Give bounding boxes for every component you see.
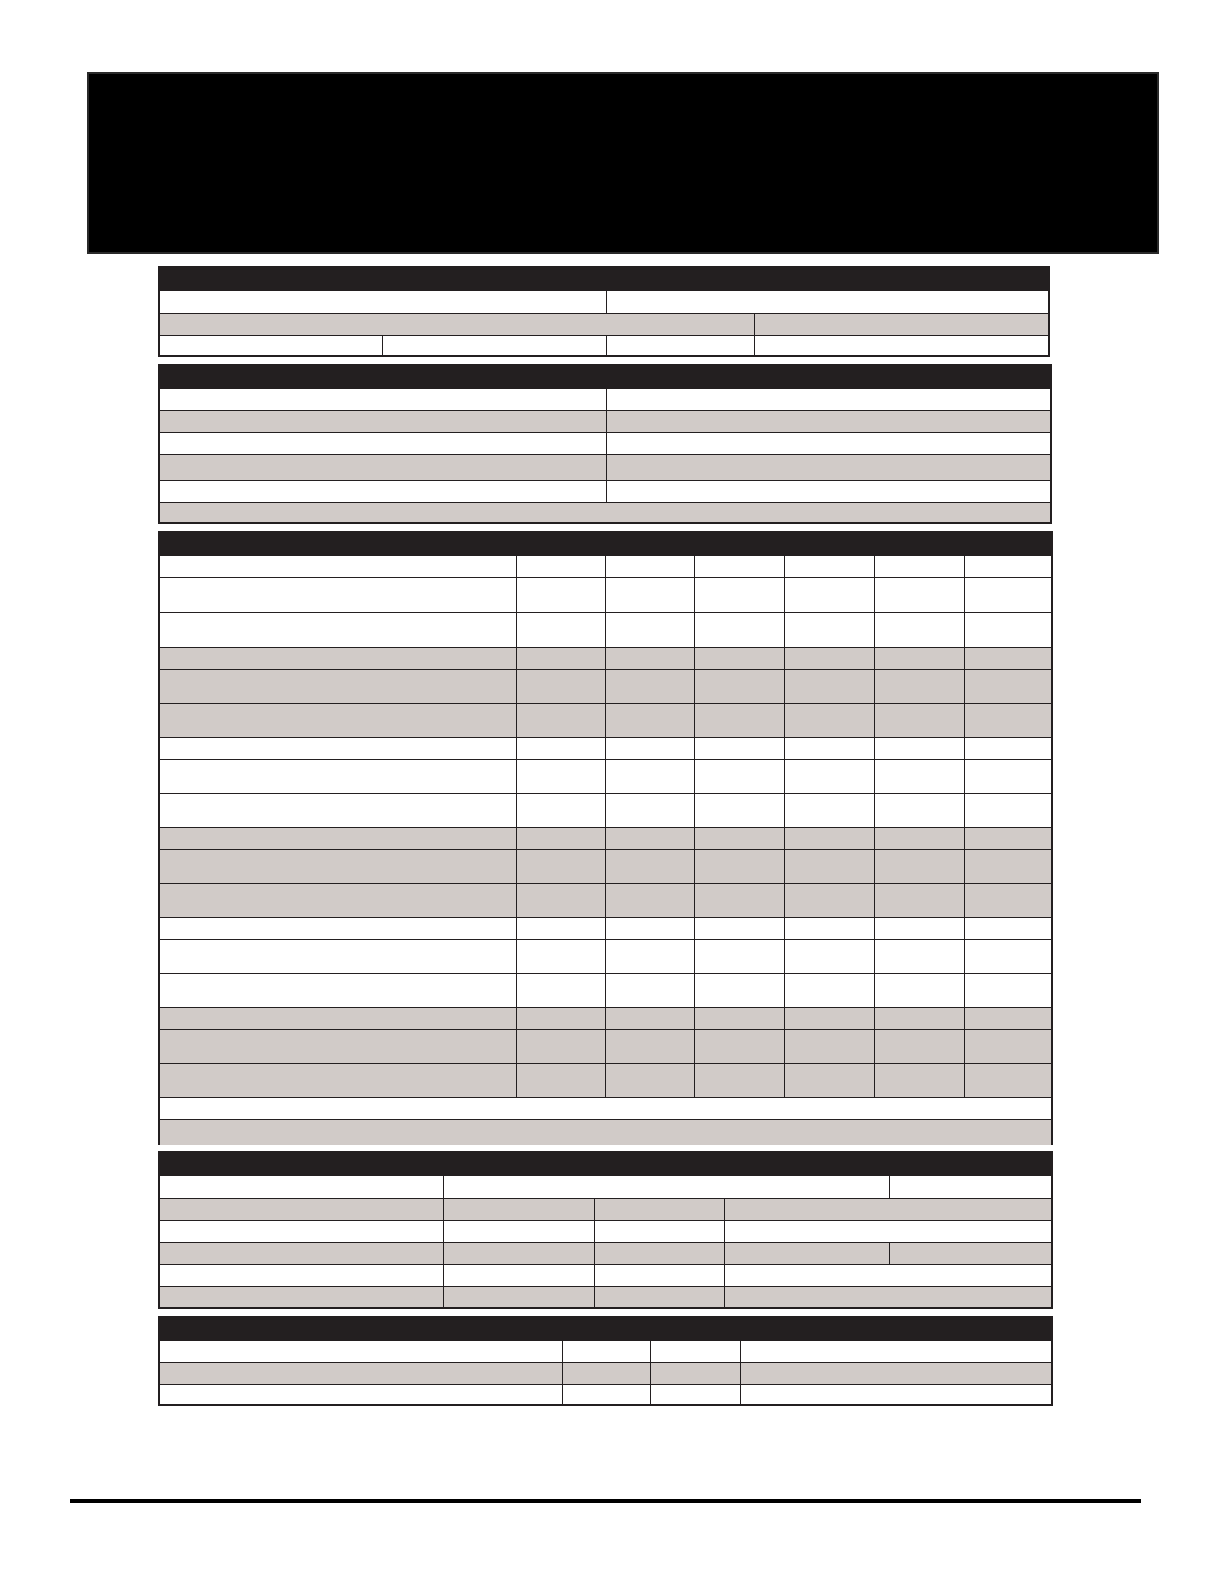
section-4-row-3 xyxy=(160,1220,1051,1242)
grid-row xyxy=(160,1007,1051,1029)
grid-divider xyxy=(784,1008,785,1030)
grid-row xyxy=(160,759,1051,793)
grid-divider xyxy=(605,828,606,850)
grid-divider xyxy=(874,760,875,794)
grid-divider xyxy=(694,648,695,670)
grid-divider xyxy=(694,738,695,760)
section-1-row-3 xyxy=(160,335,1048,355)
grid-divider xyxy=(516,556,517,578)
grid-divider xyxy=(516,613,517,648)
grid-divider xyxy=(964,760,965,794)
section-2 xyxy=(158,364,1052,524)
grid-divider xyxy=(605,940,606,974)
section-1-row-1 xyxy=(160,290,1048,313)
grid-divider xyxy=(964,918,965,940)
grid-row xyxy=(160,555,1051,577)
grid-divider xyxy=(784,648,785,670)
grid-divider xyxy=(516,578,517,613)
section-2-row-3 xyxy=(160,432,1050,454)
section-2-row-5 xyxy=(160,480,1050,502)
grid-divider xyxy=(605,974,606,1008)
grid-divider xyxy=(784,974,785,1008)
grid-divider xyxy=(605,556,606,578)
grid-divider xyxy=(874,648,875,670)
grid-divider xyxy=(694,884,695,918)
grid-divider xyxy=(605,648,606,670)
grid-divider xyxy=(516,918,517,940)
grid-divider xyxy=(964,850,965,884)
section-2-row-6 xyxy=(160,502,1050,522)
title-banner xyxy=(87,72,1159,254)
grid-divider xyxy=(964,794,965,828)
grid-divider xyxy=(694,760,695,794)
section-5-row-3 xyxy=(160,1384,1051,1404)
grid-divider xyxy=(605,613,606,648)
grid-divider xyxy=(784,1064,785,1098)
grid-divider xyxy=(874,974,875,1008)
grid-divider xyxy=(784,884,785,918)
grid-divider xyxy=(874,918,875,940)
grid-divider xyxy=(516,828,517,850)
grid-divider xyxy=(874,738,875,760)
grid-row xyxy=(160,849,1051,883)
grid-row xyxy=(160,577,1051,612)
grid-divider xyxy=(874,704,875,738)
grid-divider xyxy=(964,556,965,578)
section-4-row-1 xyxy=(160,1175,1051,1198)
grid-divider xyxy=(516,704,517,738)
grid-divider xyxy=(605,578,606,613)
grid-divider xyxy=(605,1030,606,1064)
section-1-header xyxy=(160,268,1048,290)
grid-row xyxy=(160,669,1051,703)
grid-divider xyxy=(516,794,517,828)
grid-divider xyxy=(694,828,695,850)
grid-divider xyxy=(874,1030,875,1064)
grid-divider xyxy=(784,613,785,648)
grid-divider xyxy=(964,1008,965,1030)
grid-divider xyxy=(694,940,695,974)
grid-row xyxy=(160,793,1051,827)
grid-divider xyxy=(784,704,785,738)
grid-row xyxy=(160,827,1051,849)
section-5-row-2 xyxy=(160,1362,1051,1384)
grid-divider xyxy=(964,738,965,760)
grid-divider xyxy=(516,670,517,704)
grid-row xyxy=(160,973,1051,1007)
grid-divider xyxy=(605,918,606,940)
grid-divider xyxy=(694,578,695,613)
grid-divider xyxy=(874,1008,875,1030)
grid-divider xyxy=(874,850,875,884)
grid-divider xyxy=(605,1008,606,1030)
grid-divider xyxy=(694,556,695,578)
grid-divider xyxy=(694,613,695,648)
section-3-header xyxy=(160,533,1051,555)
grid-divider xyxy=(694,794,695,828)
grid-divider xyxy=(516,884,517,918)
grid-divider xyxy=(964,704,965,738)
grid-divider xyxy=(964,974,965,1008)
grid-row xyxy=(160,1119,1051,1145)
grid-divider xyxy=(605,1064,606,1098)
section-3 xyxy=(158,531,1053,1145)
grid-divider xyxy=(964,670,965,704)
grid-divider xyxy=(605,670,606,704)
section-3-grid xyxy=(160,555,1051,1143)
grid-row xyxy=(160,1029,1051,1063)
section-5 xyxy=(158,1316,1053,1406)
section-4-header xyxy=(160,1153,1051,1175)
grid-divider xyxy=(516,738,517,760)
grid-row xyxy=(160,703,1051,737)
grid-divider xyxy=(784,850,785,884)
section-4-row-6 xyxy=(160,1286,1051,1307)
grid-divider xyxy=(874,794,875,828)
grid-row xyxy=(160,612,1051,647)
grid-divider xyxy=(516,1030,517,1064)
grid-divider xyxy=(605,738,606,760)
grid-divider xyxy=(694,918,695,940)
grid-divider xyxy=(784,738,785,760)
grid-divider xyxy=(784,1030,785,1064)
section-2-row-4 xyxy=(160,454,1050,480)
grid-divider xyxy=(874,1064,875,1098)
grid-divider xyxy=(516,1008,517,1030)
grid-row xyxy=(160,1063,1051,1097)
grid-divider xyxy=(605,704,606,738)
grid-divider xyxy=(784,556,785,578)
grid-divider xyxy=(784,578,785,613)
section-4-row-5 xyxy=(160,1264,1051,1286)
section-1 xyxy=(158,266,1050,357)
grid-divider xyxy=(694,1008,695,1030)
section-1-row-2 xyxy=(160,313,1048,335)
section-5-row-1 xyxy=(160,1340,1051,1362)
section-2-header xyxy=(160,366,1050,388)
grid-divider xyxy=(964,828,965,850)
grid-divider xyxy=(784,760,785,794)
grid-divider xyxy=(874,884,875,918)
grid-divider xyxy=(964,1064,965,1098)
grid-divider xyxy=(694,850,695,884)
grid-row xyxy=(160,1097,1051,1119)
section-2-row-2 xyxy=(160,410,1050,432)
grid-divider xyxy=(784,828,785,850)
footer-rule xyxy=(70,1499,1141,1503)
grid-divider xyxy=(516,850,517,884)
section-4 xyxy=(158,1151,1053,1309)
grid-divider xyxy=(516,648,517,670)
grid-divider xyxy=(964,648,965,670)
grid-divider xyxy=(874,940,875,974)
grid-divider xyxy=(694,1064,695,1098)
grid-divider xyxy=(784,670,785,704)
grid-row xyxy=(160,737,1051,759)
section-4-row-4 xyxy=(160,1242,1051,1264)
grid-divider xyxy=(874,670,875,704)
grid-divider xyxy=(605,850,606,884)
grid-row xyxy=(160,647,1051,669)
grid-divider xyxy=(874,613,875,648)
grid-divider xyxy=(516,974,517,1008)
grid-divider xyxy=(874,828,875,850)
grid-divider xyxy=(694,974,695,1008)
grid-divider xyxy=(516,940,517,974)
grid-divider xyxy=(964,578,965,613)
grid-divider xyxy=(516,760,517,794)
section-2-row-1 xyxy=(160,388,1050,410)
grid-divider xyxy=(964,884,965,918)
grid-divider xyxy=(694,670,695,704)
grid-divider xyxy=(784,918,785,940)
grid-divider xyxy=(784,940,785,974)
grid-divider xyxy=(605,884,606,918)
grid-divider xyxy=(874,556,875,578)
grid-divider xyxy=(516,1064,517,1098)
section-4-row-2 xyxy=(160,1198,1051,1220)
grid-divider xyxy=(694,1030,695,1064)
grid-row xyxy=(160,939,1051,973)
grid-row xyxy=(160,917,1051,939)
grid-divider xyxy=(874,578,875,613)
grid-divider xyxy=(784,794,785,828)
grid-row xyxy=(160,883,1051,917)
grid-divider xyxy=(964,1030,965,1064)
grid-divider xyxy=(694,704,695,738)
grid-divider xyxy=(964,940,965,974)
grid-divider xyxy=(605,760,606,794)
grid-divider xyxy=(964,613,965,648)
section-5-header xyxy=(160,1318,1051,1340)
grid-divider xyxy=(605,794,606,828)
